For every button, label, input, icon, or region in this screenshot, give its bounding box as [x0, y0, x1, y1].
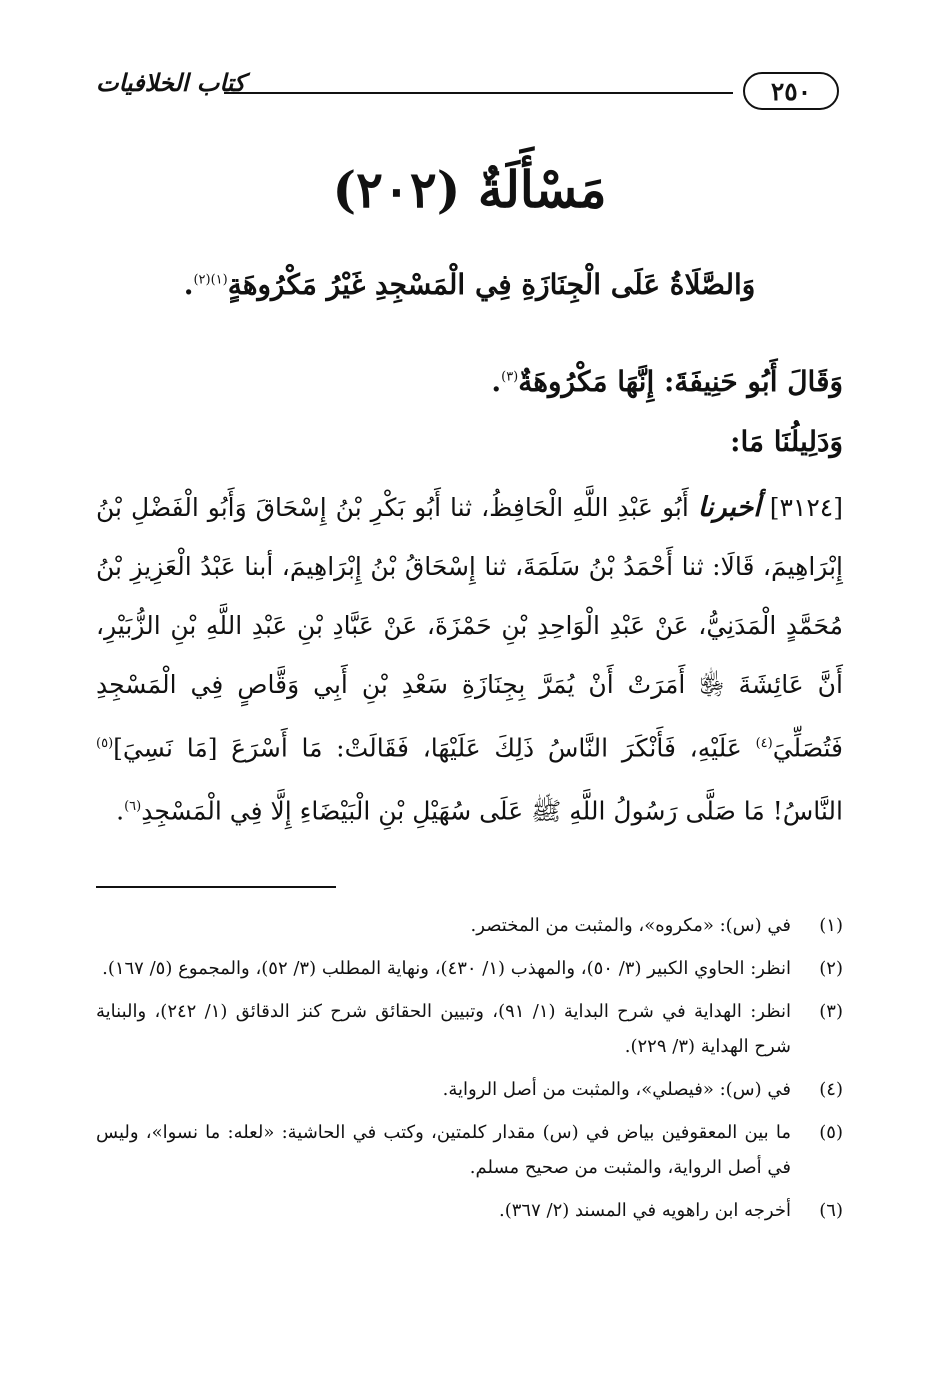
footnote-number: (٤)	[819, 1079, 843, 1100]
hadith-lead: أخبرنا	[697, 492, 761, 523]
footnote-text: ما بين المعقوفين بياض في (س) مقدار كلمتين، وكتب في الحاشية: «لعله: ما نسوا»، وليس في أصل الرواية، والمثبت من صحيح مسلم.	[96, 1122, 791, 1178]
hadith-text: عَلَيْهِ، فَأَنْكَرَ النَّاسُ ذَلِكَ عَلَيْهَا، فَقَالَتْ: مَا أَسْرَعَ [مَا نَسِيَ]	[113, 733, 756, 763]
footnote-item	[96, 1115, 843, 1185]
footnote-number: (٣)	[819, 1001, 843, 1022]
footnotes	[96, 908, 843, 1236]
page-number: ٢٥٠	[743, 72, 839, 110]
hadith-end: .	[116, 796, 125, 826]
footnote-item	[96, 951, 843, 986]
abu-hanifa-opinion	[96, 365, 843, 398]
footnote-item	[96, 1072, 843, 1107]
footnote-separator	[96, 886, 336, 888]
subtitle-end: .	[183, 268, 194, 301]
footnote-ref: (٦)	[124, 799, 142, 815]
footnote-item	[96, 908, 843, 943]
footnote-text: انظر: الهداية في شرح البداية (١/ ٩١)، وتبيين الحقائق شرح كنز الدقائق (١/ ٢٤٢)، والبناية شرح الهداية (٣/ ٢٢٩).	[96, 1001, 791, 1057]
footnote-number: (٢)	[819, 958, 843, 979]
footnote-ref: (٤)	[755, 736, 773, 751]
evidence-heading: وَدَلِيلُنَا مَا:	[730, 425, 843, 458]
footnote-text: في (س): «مكروه»، والمثبت من المختصر.	[470, 915, 791, 936]
subtitle-text: وَالصَّلَاةُ عَلَى الْجِنَازَةِ فِي الْمَسْجِدِ غَيْرُ مَكْرُوهَةٍ	[227, 268, 756, 301]
footnote-number: (٥)	[819, 1122, 843, 1143]
hadith-text: أَبُو عَبْدِ اللَّهِ الْحَافِظُ، ثنا أَبُو بَكْرِ بْنُ إِسْحَاقَ وَأَبُو الْفَضْلِ بْنُ إِبْرَاهِيمَ، قَالَا: ثنا أَحْمَدُ بْنُ سَلَمَةَ، ثنا إِسْحَاقُ بْنُ إِبْرَاهِيمَ، أبنا عَبْدُ الْعَزِيزِ بْنُ مُحَمَّدٍ الْمَدَنِيُّ، عَنْ عَبْدِ الْوَاحِدِ بْنِ حَمْزَةَ، عَنْ عَبَّادِ بْنِ عَبْدِ اللَّهِ بْنِ الزُّبَيْرِ، أَنَّ عَائِشَةَ ﵂ أَمَرَتْ أَنْ يُمَرَّ بِجِنَازَةِ سَعْدِ بْنِ أَبِي وَقَّاصٍ فِي الْمَسْجِدِ فَتُصَلِّيَ	[96, 493, 843, 763]
hadith-paragraph	[96, 478, 843, 841]
chapter-subtitle	[100, 268, 839, 301]
book-title: كتاب الخلافيات	[96, 68, 246, 97]
footnote-ref: (١)(٢)	[193, 272, 228, 288]
footnote-item	[96, 994, 843, 1064]
footnote-number: (٦)	[819, 1200, 843, 1221]
footnote-ref: (٥)	[96, 736, 114, 751]
footnote-item	[96, 1193, 843, 1228]
hadith-text: النَّاسُ! مَا صَلَّى رَسُولُ اللَّهِ ﷺ عَلَى سُهَيْلِ بْنِ الْبَيْضَاءِ إِلَّا فِي الْمَسْجِدِ	[141, 796, 843, 826]
chapter-title: مَسْأَلَةٌ (٢٠٢)	[332, 160, 607, 219]
hadith-number: [٣١٢٤]	[769, 493, 843, 522]
footnote-number: (١)	[819, 915, 843, 936]
header-rule	[224, 92, 733, 94]
footnote-text: في (س): «فيصلي»، والمثبت من أصل الرواية.	[442, 1079, 791, 1100]
abu-hanifa-end: .	[491, 365, 502, 398]
footnote-text: أخرجه ابن راهويه في المسند (٢/ ٣٦٧).	[499, 1200, 791, 1221]
page-header	[96, 58, 839, 118]
abu-hanifa-text: وَقَالَ أَبُو حَنِيفَةَ: إِنَّهَا مَكْرُوهَةٌ	[518, 365, 843, 398]
footnote-ref: (٣)	[501, 369, 519, 385]
footnote-text: انظر: الحاوي الكبير (٣/ ٥٠)، والمهذب (١/ ٤٣٠)، ونهاية المطلب (٣/ ٥٢)، والمجموع (٥/ ١٦٧).	[102, 958, 791, 979]
